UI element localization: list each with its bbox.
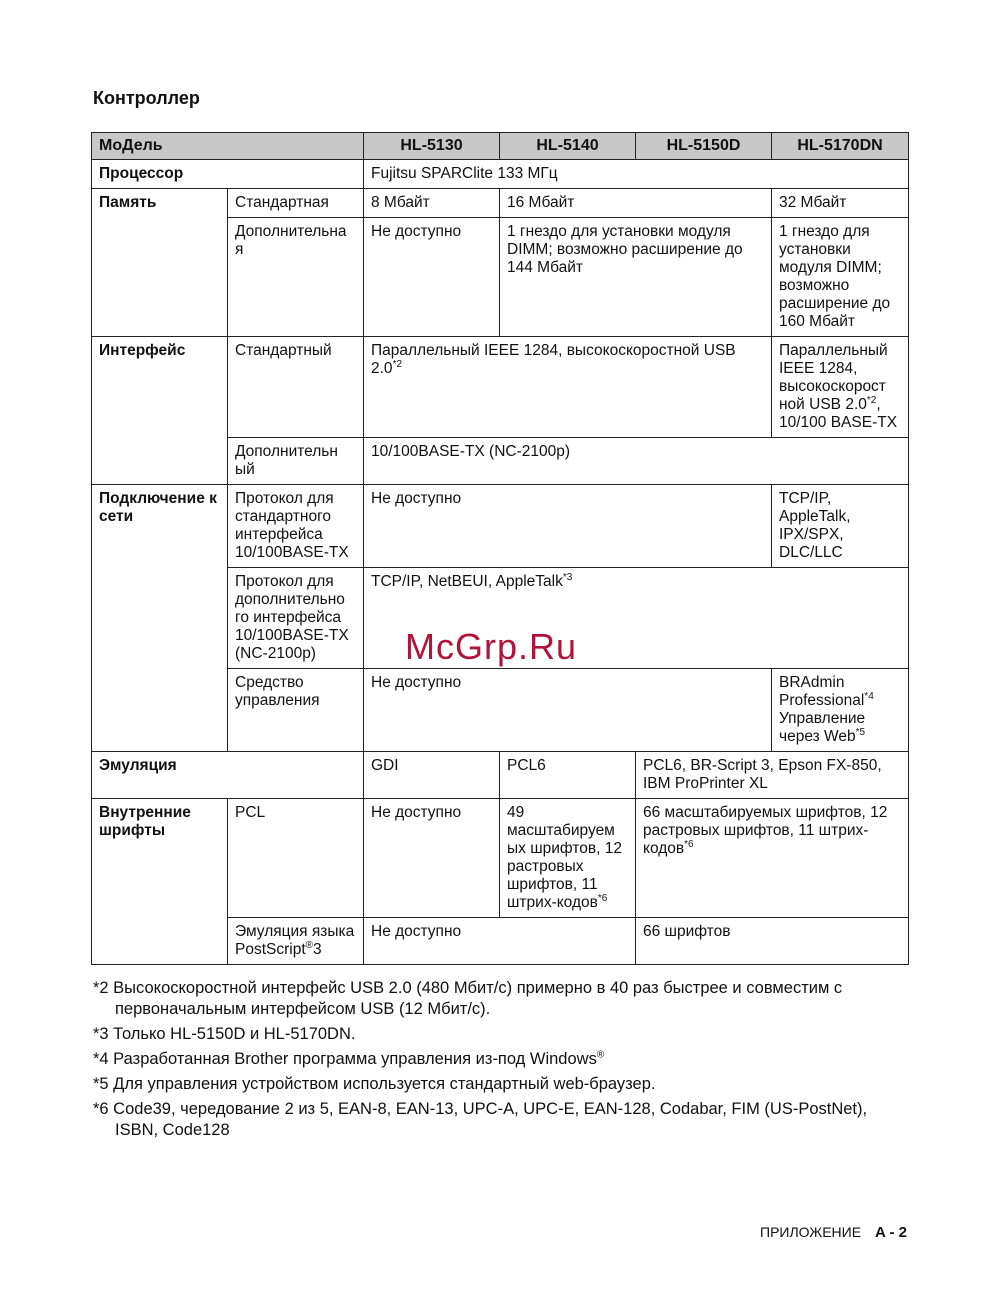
emulation-hl5130: GDI [364, 752, 500, 799]
memory-optional-label: Дополнительна я [228, 218, 364, 337]
network-protocol-std-value: Не доступно [364, 485, 772, 568]
table-row [92, 799, 909, 918]
row-label-fonts: Внутренние шрифты [92, 799, 228, 965]
memory-optional-hl5170: 1 гнездо для установки модуля DIMM; возможно расширение до 160 Мбайт [772, 218, 909, 337]
fonts-ps-text-2: 3 [313, 941, 322, 958]
fonts-pcl-label: PCL [228, 799, 364, 918]
fonts-pcl-hl5150-text: 66 масштабируемых шрифтов, 12 растровых шрифтов, 11 штрих-кодов [643, 804, 888, 857]
footnote-ref: *6 [684, 838, 694, 850]
watermark: McGrp.Ru [405, 626, 578, 667]
interface-hl5170-text-2: , 10/100 BASE-TX [779, 396, 898, 431]
network-protocol-opt-text: TCP/IP, NetBEUI, AppleTalk [371, 573, 563, 590]
registered-mark: ® [596, 1049, 605, 1061]
fonts-ps-text: Эмуляция языка PostScript [235, 923, 355, 958]
footnote-6: *6 Code39, чередование 2 из 5, EAN-8, EAN-13, UPC-A, UPC-E, EAN-128, Codabar, FIM (US-PostNet), ISBN, Code128 [93, 1100, 868, 1139]
network-management-hl5170 [772, 669, 909, 752]
fonts-ps-hl5130-5140: Не доступно [364, 918, 636, 965]
memory-standard-hl5170: 32 Мбайт [772, 189, 909, 218]
footnote-4-text: *4 Разработанная Brother программа управления из-под Windows [93, 1050, 597, 1068]
interface-standard-value [364, 337, 772, 438]
memory-standard-label: Стандартная [228, 189, 364, 218]
processor-value: Fujitsu SPARClite 133 МГц [364, 160, 909, 189]
table-row [92, 189, 909, 218]
row-label-network: Подключение к сети [92, 485, 228, 752]
page-footer [760, 1224, 907, 1241]
table-header-row [92, 133, 909, 160]
header-hl5140: HL-5140 [500, 133, 636, 160]
network-protocol-std-hl5170: TCP/IP, AppleTalk, IPX/SPX, DLC/LLC [772, 485, 909, 568]
row-label-emulation: Эмуляция [92, 752, 364, 799]
header-hl5130: HL-5130 [364, 133, 500, 160]
footnote-5: *5 Для управления устройством используется стандартный web-браузер. [93, 1075, 656, 1093]
network-protocol-std-label: Протокол для стандартного интерфейса 10/100BASE-TX [228, 485, 364, 568]
registered-mark: ® [305, 939, 314, 951]
footnote-ref: *5 [855, 726, 866, 738]
row-label-processor: Процессор [92, 160, 364, 189]
table-row [92, 337, 909, 438]
page-number: A - 2 [875, 1224, 907, 1241]
footnotes [93, 978, 893, 1145]
emulation-hl5140: PCL6 [500, 752, 636, 799]
footnote-ref: *2 [866, 394, 877, 406]
fonts-pcl-hl5140 [500, 799, 636, 918]
footer-section: ПРИЛОЖЕНИЕ [760, 1224, 862, 1240]
fonts-pcl-hl5140-text: 49 масштабируем ых шрифтов, 12 растровых шрифтов, 11 штрих-кодов [507, 804, 622, 911]
memory-optional-hl5140-5150: 1 гнездо для установки модуля DIMM; возможно расширение до 144 Мбайт [500, 218, 772, 337]
fonts-pcl-hl5150-5170 [636, 799, 909, 918]
controller-spec-table [91, 132, 909, 965]
fonts-ps-hl5150-5170: 66 шрифтов [636, 918, 909, 965]
bradmin-text: BRAdmin Professional [779, 674, 865, 709]
web-management-text: Управление через Web [779, 710, 866, 745]
header-hl5150d: HL-5150D [636, 133, 772, 160]
page-title: Контроллер [93, 88, 200, 108]
memory-standard-hl5140-5150: 16 Мбайт [500, 189, 772, 218]
footnote-3: *3 Только HL-5150D и HL-5170DN. [93, 1025, 356, 1043]
interface-standard-text: Параллельный IEEE 1284, высокоскоростной USB 2.0 [371, 342, 736, 377]
footnote-2: *2 Высокоскоростной интерфейс USB 2.0 (480 Мбит/с) примерно в 40 раз быстрее и совместим с первоначальным интерфейсом USB (12 Мбит/с). [93, 979, 843, 1018]
interface-optional-value: 10/100BASE-TX (NC-2100p) [364, 438, 909, 485]
emulation-hl5150-5170: PCL6, BR-Script 3, Epson FX-850, IBM ProPrinter XL [636, 752, 909, 799]
footnote-ref: *4 [864, 690, 874, 702]
footnote-ref: *2 [392, 358, 403, 370]
interface-optional-label: Дополнительн ый [228, 438, 364, 485]
table-row [92, 160, 909, 189]
row-label-memory: Память [92, 189, 228, 337]
interface-standard-label: Стандартный [228, 337, 364, 438]
footnote-ref: *3 [562, 571, 573, 583]
table-row [92, 485, 909, 568]
network-protocol-opt-label: Протокол для дополнительно го интерфейса 10/100BASE-TX (NC-2100p) [228, 568, 364, 669]
interface-hl5170-text: Параллельный IEEE 1284, высокоскорост ной USB 2.0 [779, 342, 888, 413]
fonts-pcl-hl5130: Не доступно [364, 799, 500, 918]
fonts-ps-label [228, 918, 364, 965]
memory-optional-hl5130: Не доступно [364, 218, 500, 337]
footnote-4 [93, 1049, 893, 1070]
table-row [92, 752, 909, 799]
network-management-label: Средство управления [228, 669, 364, 752]
header-hl5170dn: HL-5170DN [772, 133, 909, 160]
footnote-ref: *6 [597, 892, 608, 904]
row-label-interface: Интерфейс [92, 337, 228, 485]
header-model: МоДель [92, 133, 364, 160]
network-management-value: Не доступно [364, 669, 772, 752]
interface-standard-hl5170 [772, 337, 909, 438]
memory-standard-hl5130: 8 Мбайт [364, 189, 500, 218]
